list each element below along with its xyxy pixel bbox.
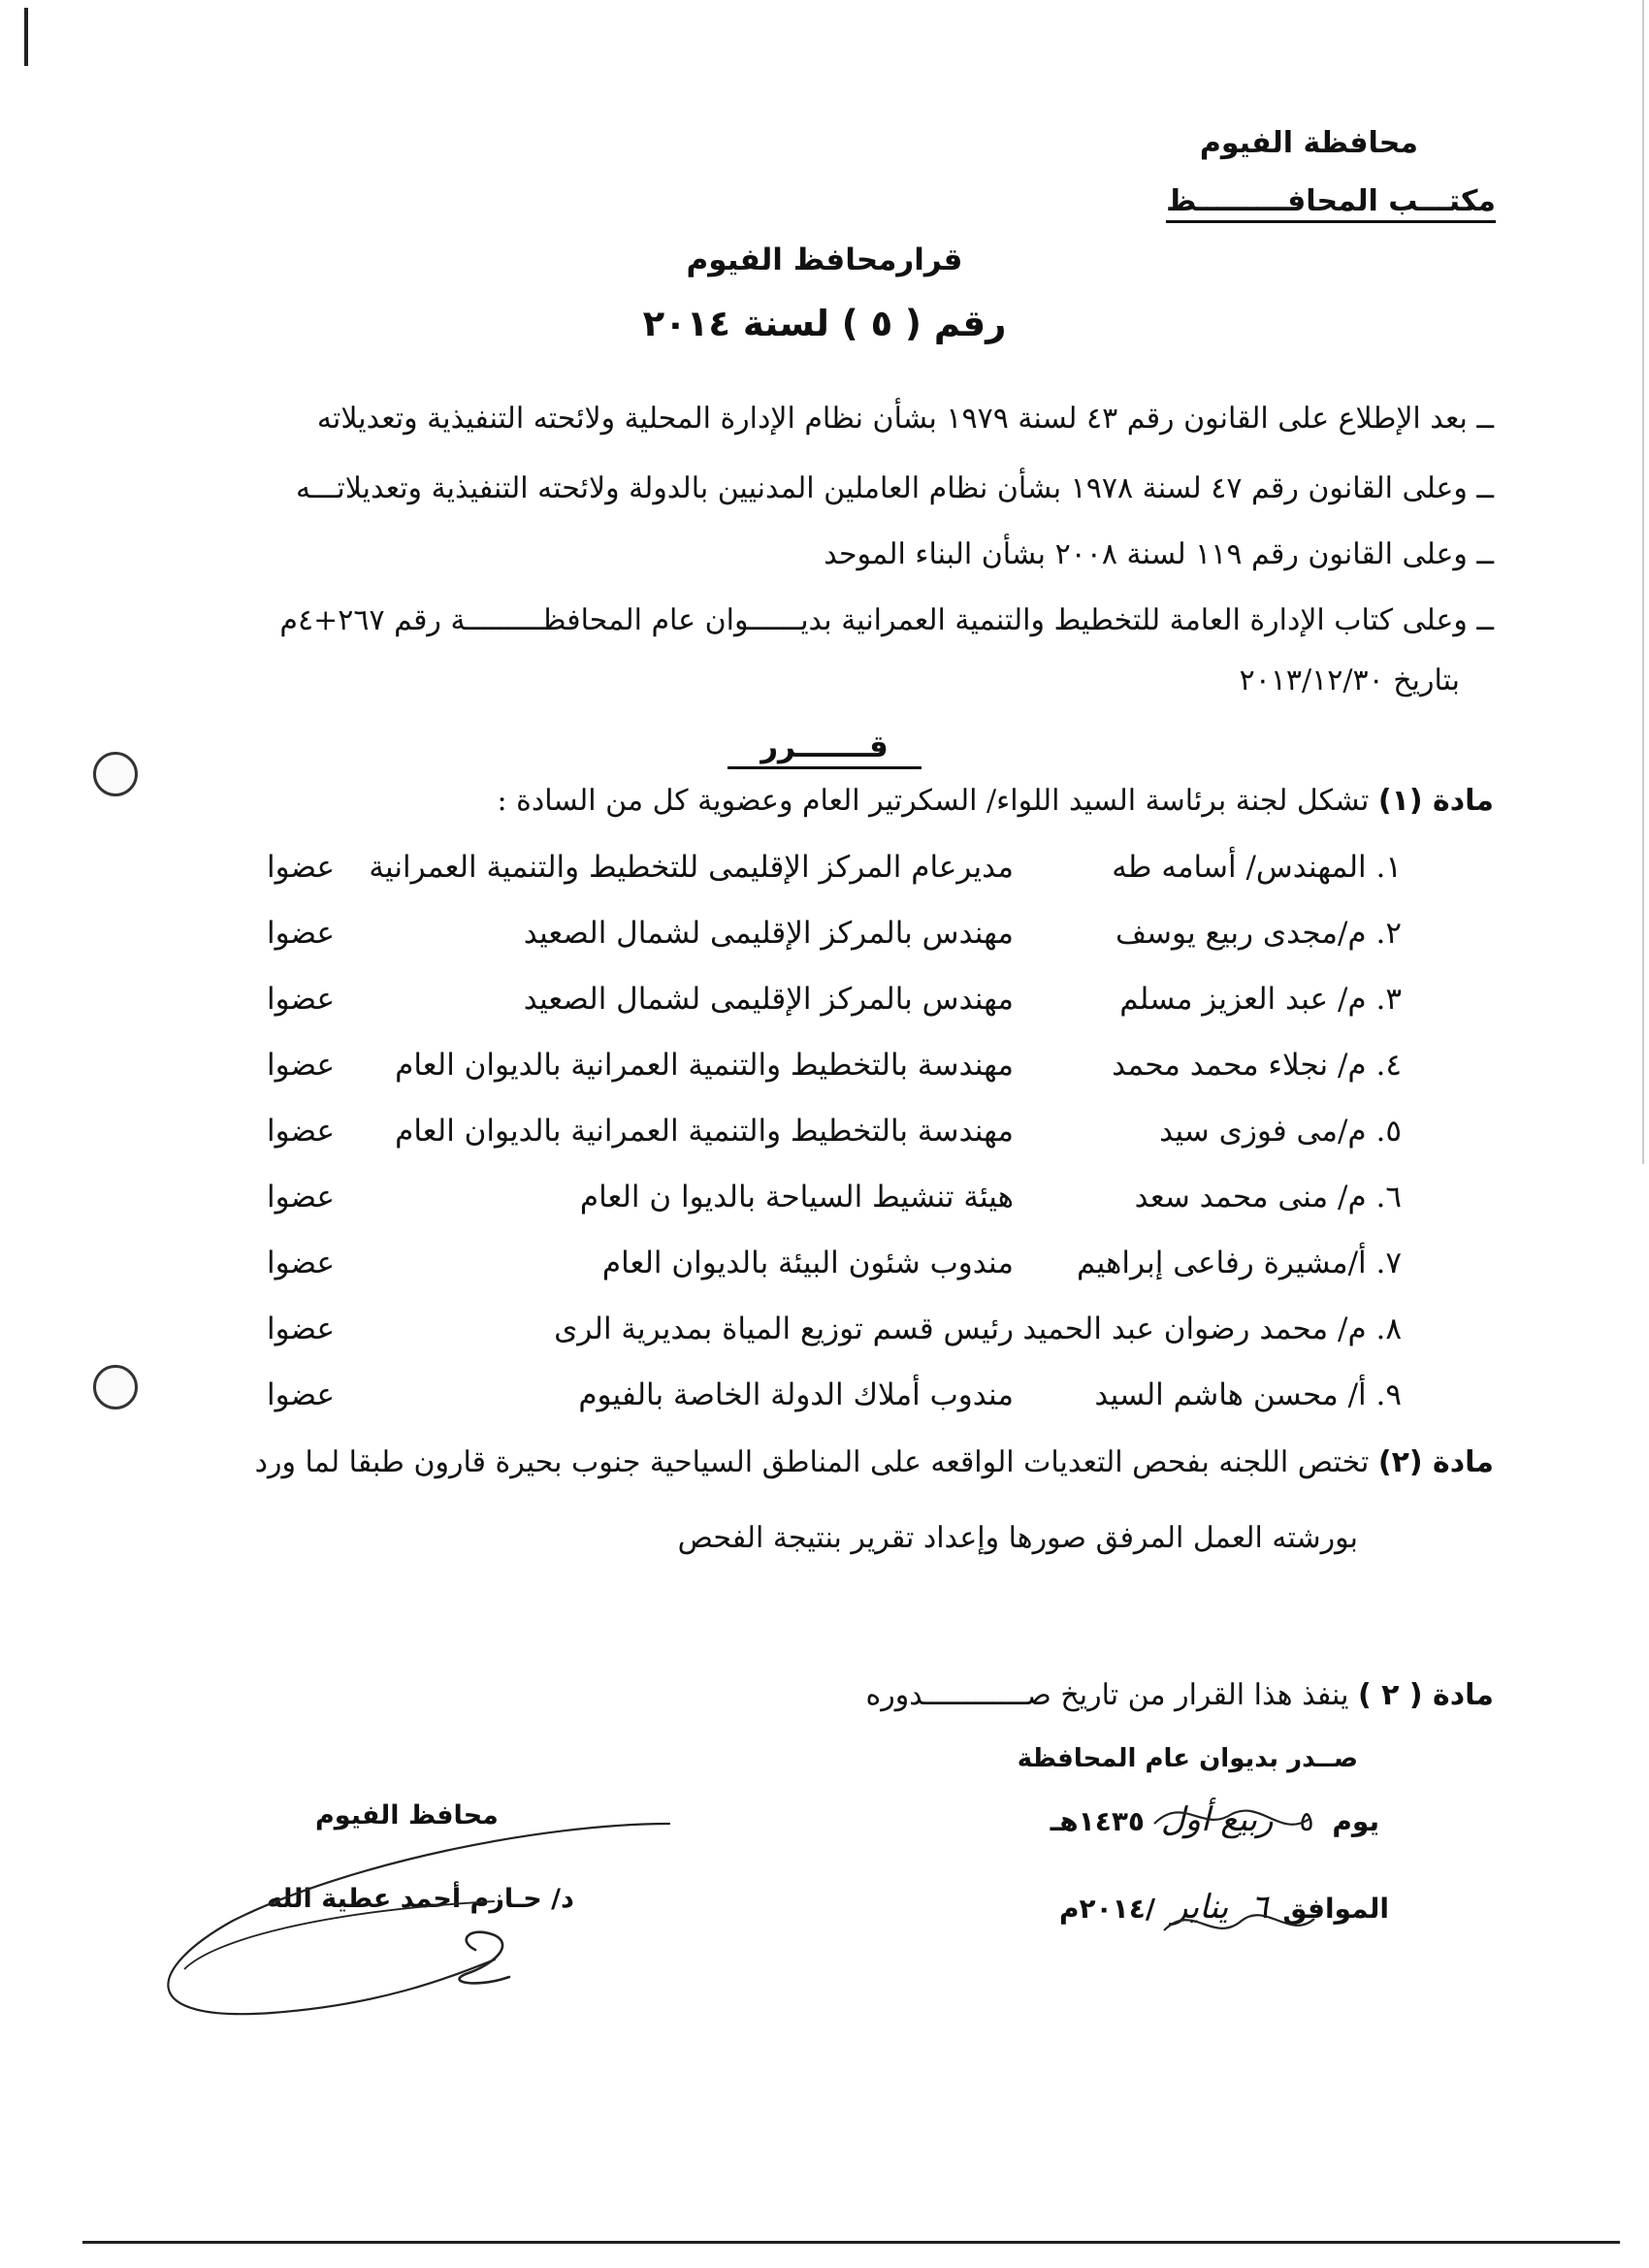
- member-role: عضوا: [266, 1246, 335, 1280]
- member-title: مهندسة بالتخطيط والتنمية العمرانية بالديوان العام: [395, 1114, 1014, 1149]
- decree-title: قرارمحافظ الفيوم: [686, 243, 963, 277]
- preamble-line-3: ــ وعلى القانون رقم ١١٩ لسنة ٢٠٠٨ بشأن البناء الموحد: [824, 537, 1494, 571]
- member-name: ٩. أ/ محسن هاشم السيد: [1094, 1377, 1402, 1412]
- issuance-place: صــدر بديوان عام المحافظة: [1017, 1744, 1358, 1773]
- member-role: عضوا: [266, 1180, 335, 1215]
- member-title: رئيس قسم توزيع المياة بمديرية الرى: [554, 1312, 1014, 1346]
- hijri-year: ١٤٣٥هـ: [1050, 1805, 1146, 1837]
- article-2-text: تختص اللجنه بفحص التعديات الواقعه على المناطق السياحية جنوب بحيرة قارون طبقا لما ورد: [254, 1445, 1370, 1479]
- member-role: عضوا: [266, 1312, 335, 1346]
- member-name: ١. المهندس/ أسامه طه: [1112, 850, 1402, 885]
- member-name: ٨. م/ محمد رضوان عبد الحميد: [1022, 1312, 1402, 1346]
- preamble-line-1: ــ بعد الإطلاع على القانون رقم ٤٣ لسنة ١٩٧٩ بشأن نظام الإدارة المحلية ولائحته التنفيذية وتعديلاته: [316, 402, 1494, 436]
- signatory-name: د/ حـازم أحمد عطية الله: [267, 1884, 574, 1914]
- governorate-name: محافظة الفيوم: [1199, 126, 1418, 160]
- member-title: مندوب شئون البيئة بالديوان العام: [601, 1246, 1014, 1280]
- article-1: [497, 784, 1494, 818]
- member-name: ٦. م/ منى محمد سعد: [1134, 1180, 1402, 1215]
- article-2: [255, 1445, 1494, 1479]
- member-name: ٧. أ/مشيرة رفاعى إبراهيم: [1077, 1246, 1402, 1280]
- article-2-label: مادة (٢): [1377, 1445, 1494, 1479]
- preamble-line-4: ــ وعلى كتاب الإدارة العامة للتخطيط والتنمية العمرانية بديــــــوان عام المحافظـــــــــة رقم ٢٦٧+٤م: [279, 603, 1494, 637]
- punch-hole-bottom: [93, 1365, 138, 1409]
- preamble-line-2: ــ وعلى القانون رقم ٤٧ لسنة ١٩٧٨ بشأن نظام العاملين المدنيين بالدولة ولائحته التنفيذية وتعديلاتـــه: [295, 471, 1494, 505]
- article-2-continuation: بورشته العمل المرفق صورها وإعداد تقرير بنتيجة الفحص: [677, 1521, 1358, 1555]
- member-title: مهندس بالمركز الإقليمى لشمال الصعيد: [523, 916, 1014, 951]
- decided-text: قـــــــرر: [728, 729, 922, 769]
- member-title: هيئة تنشيط السياحة بالديوا ن العام: [579, 1180, 1014, 1215]
- hijri-label: يوم: [1332, 1805, 1379, 1837]
- member-title: مهندسة بالتخطيط والتنمية العمرانية بالديوان العام: [395, 1048, 1014, 1083]
- bottom-rule: [82, 2241, 1620, 2244]
- scan-edge-mark: [24, 8, 28, 66]
- member-role: عضوا: [266, 1048, 335, 1083]
- member-name: ٣. م/ عبد العزيز مسلم: [1119, 982, 1402, 1017]
- member-role: عضوا: [266, 1114, 335, 1149]
- member-name: ٢. م/مجدى ربيع يوسف: [1115, 916, 1402, 951]
- office-name: مكتـــب المحافـــــــــظ: [1166, 184, 1496, 223]
- decided-heading: [0, 729, 1649, 764]
- member-title: مهندس بالمركز الإقليمى لشمال الصعيد: [523, 982, 1014, 1017]
- greg-month-handwritten: يناير: [1172, 1888, 1229, 1927]
- article-3-text: ينفذ هذا القرار من تاريخ صــــــــــــدوره: [865, 1678, 1349, 1712]
- greg-year: /٢٠١٤م: [1058, 1893, 1156, 1925]
- article-1-text: تشكل لجنة برئاسة السيد اللواء/ السكرتير العام وعضوية كل من السادة :: [497, 784, 1370, 818]
- member-role: عضوا: [266, 982, 335, 1017]
- preamble-line-5: بتاريخ ٢٠١٣/١٢/٣٠: [1239, 664, 1460, 697]
- scan-edge-line: [1642, 0, 1644, 1164]
- article-3-label: مادة ( ٢ ): [1357, 1678, 1494, 1712]
- member-role: عضوا: [266, 916, 335, 951]
- decree-number: رقم ( ٥ ) لسنة ٢٠١٤: [642, 303, 1007, 344]
- member-role: عضوا: [266, 1377, 335, 1412]
- member-title: مندوب أملاك الدولة الخاصة بالفيوم: [578, 1377, 1014, 1412]
- greg-label: الموافق: [1282, 1893, 1389, 1925]
- signatory-title: محافظ الفيوم: [315, 1800, 499, 1831]
- member-title: مديرعام المركز الإقليمى للتخطيط والتنمية العمرانية: [369, 850, 1014, 885]
- hijri-day: ٥: [1299, 1805, 1314, 1837]
- member-name: ٤. م/ نجلاء محمد محمد: [1112, 1048, 1402, 1083]
- article-1-label: مادة (١): [1377, 784, 1494, 818]
- member-name: ٥. م/مى فوزى سيد: [1159, 1114, 1402, 1149]
- greg-day-handwritten: ٦: [1250, 1888, 1269, 1927]
- article-3: [866, 1678, 1494, 1712]
- hijri-month-handwritten: ربيع أول: [1160, 1800, 1274, 1839]
- handwritten-date-strokes: [1145, 1785, 1329, 1960]
- handwritten-signature: [126, 1804, 708, 2027]
- member-role: عضوا: [266, 850, 335, 885]
